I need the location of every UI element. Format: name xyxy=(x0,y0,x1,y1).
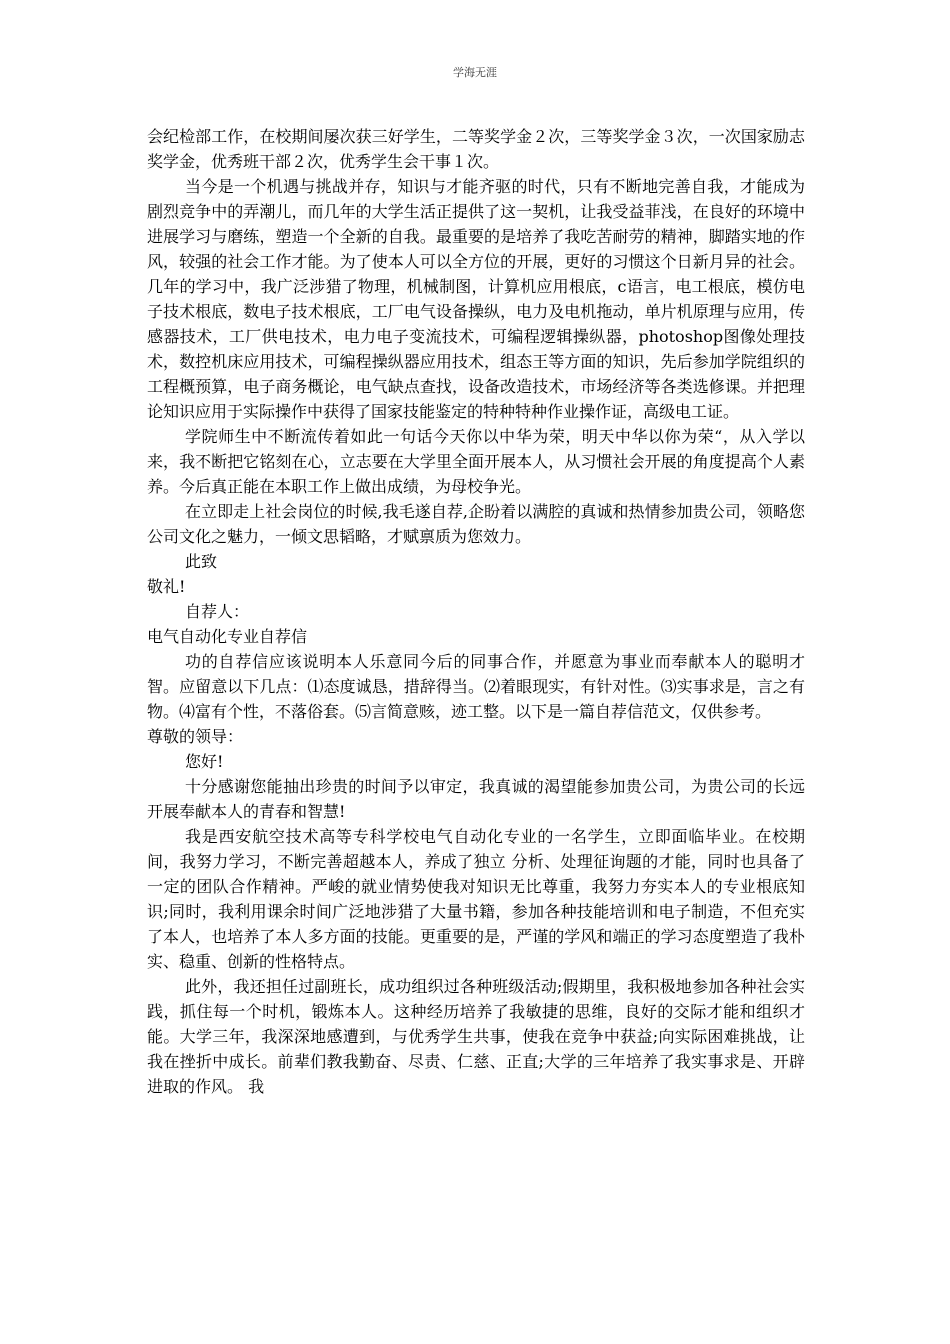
paragraph-1: 会纪检部工作，在校期间屡次获三好学生，二等奖学金２次，三等奖学金３次，一次国家励志奖学金，优秀班干部２次，优秀学生会干事１次。 xyxy=(147,127,805,171)
salutation: 尊敬的领导： xyxy=(147,727,244,746)
paragraph-activities: 此外，我还担任过副班长，成功组织过各种班级活动;假期里，我积极地参加各种社会实践，抓住每一个时机，锻炼本人。这种经历培养了我敏捷的思维，良好的交际才能和组织才能。大学三年，我深深地感遭到，与优秀学生共事，使我在竞争中获益;向实际困难挑战，让我在挫折中成长。前辈们教我勤奋、尽责、仁慈、正直;大学的三年培养了我实事求是、开辟进取的作风。 我 xyxy=(147,977,805,1096)
paragraph-2: 当今是一个机遇与挑战并存，知识与才能齐驱的时代，只有不断地完善自我，才能成为剧烈竞争中的弄潮儿，而几年的大学生活正提供了这一契机，让我受益菲浅，在良好的环境中进展学习与磨练，塑造一个全新的自我。最重要的是培养了我吃苦耐劳的精神，脚踏实地的作风，较强的社会工作才能。为了使本人可以全方位的开展，更好的习惯这个日新月异的社会。几年的学习中，我广泛涉猎了物理，机械制图，计算机应用根底，c语言，电工根底，模仿电子技术根底，数电子技术根底，工厂电气设备操纵，电力及电机拖动，单片机原理与应用，传感器技术，工厂供电技术，电力电子变流技术，可编程逻辑操纵器，photoshop图像处理技术，数控机床应用技术，可编程操纵器应用技术，组态王等方面的知识，先后参加学院组织的工程概预算，电子商务概论，电气缺点查找，设备改造技术，市场经济等各类选修课。并把理论知识应用于实际操作中获得了国家技能鉴定的特种特种作业操作证，高级电工证。 xyxy=(147,177,805,421)
closing-jing-li: 敬礼! xyxy=(147,577,186,596)
section-title: 电气自动化专业自荐信 xyxy=(147,627,308,646)
paragraph-thanks: 十分感谢您能抽出珍贵的时间予以审定，我真诚的渴望能参加贵公司，为贵公司的长远开展奉献本人的青春和智慧! xyxy=(147,777,805,821)
closing-ci-zhi: 此致 xyxy=(185,552,218,571)
paragraph-3: 学院师生中不断流传着如此一句话今天你以中华为荣，明天中华以你为荣“，从入学以来，我不断把它铭刻在心，立志要在大学里全面开展本人，从习惯社会开展的角度提高个人素养。今后真正能在本职工作上做出成绩，为母校争光。 xyxy=(147,427,805,496)
paragraph-intro: 功的自荐信应该说明本人乐意同今后的同事合作，并愿意为事业而奉献本人的聪明才智。应留意以下几点：⑴态度诚恳，措辞得当。⑵着眼现实，有针对性。⑶实事求是，言之有物。⑷富有个性，不落俗套。⑸言简意赅，迹工整。以下是一篇自荐信范文，仅供参考。 xyxy=(147,652,805,721)
signature-line: 自荐人： xyxy=(185,602,250,621)
paragraph-self-intro: 我是西安航空技术高等专科学校电气自动化专业的一名学生，立即面临毕业。在校期间，我努力学习，不断完善超越本人，养成了独立 分析、处理征询题的才能，同时也具备了一定的团队合作精神。严峻的就业情势使我对知识无比尊重，我努力夯实本人的专业根底知识;同时，我利用课余时间广泛地涉猎了大量书籍，参加各种技能培训和电子制造，不但充实了本人，也培养了本人多方面的技能。更重要的是，严谨的学风和端正的学习态度塑造了我朴实、稳重、创新的性格特点。 xyxy=(147,827,805,971)
greeting: 您好! xyxy=(185,752,224,771)
page-header: 学海无涯 xyxy=(453,66,497,79)
document-body xyxy=(147,124,805,1099)
paragraph-4: 在立即走上社会岗位的时候,我毛遂自荐,企盼着以满腔的真诚和热情参加贵公司，领略您公司文化之魅力，一倾文思韬略，才赋禀质为您效力。 xyxy=(147,502,805,546)
